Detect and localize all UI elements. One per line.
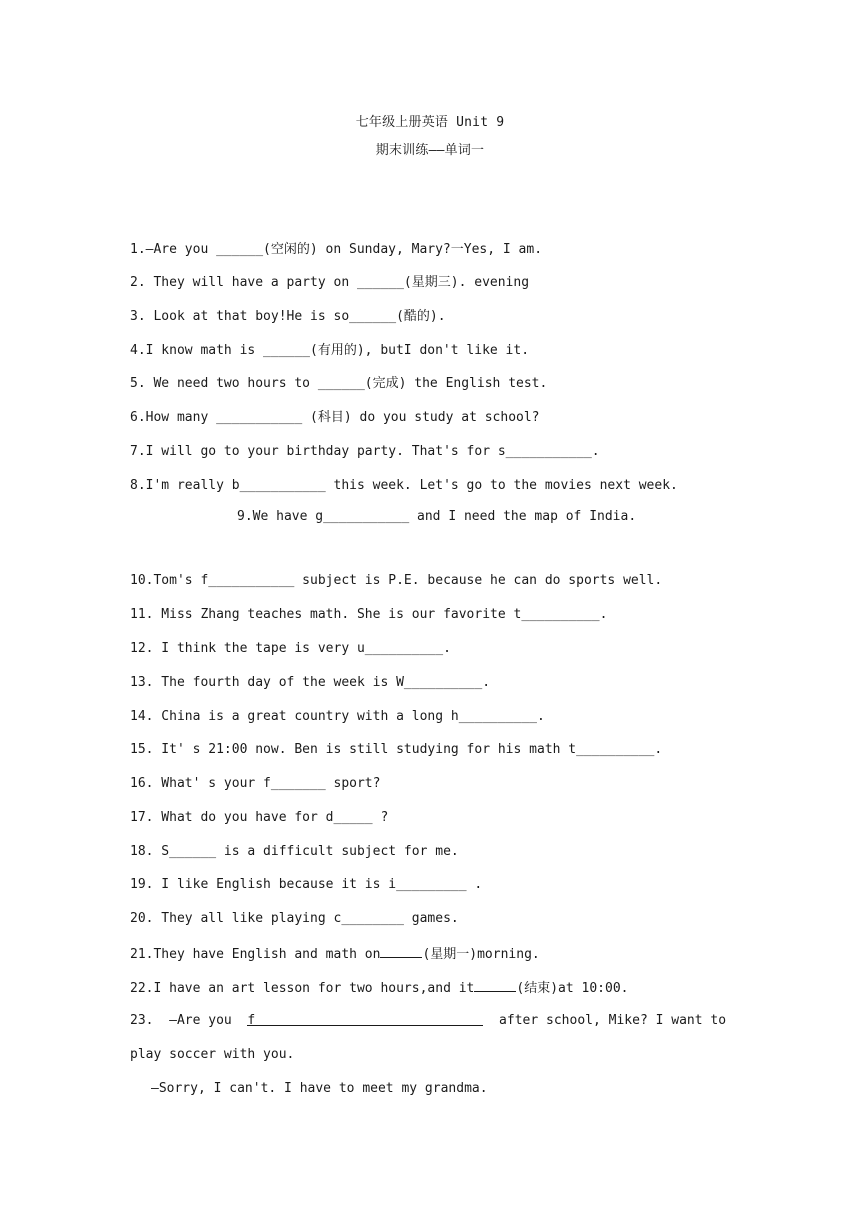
question-1: 1.—Are you ______(空闲的) on Sunday, Mary?一Yes, I am. xyxy=(130,242,543,257)
question-23-continued: play soccer with you. xyxy=(130,1047,295,1062)
question-15: 15. It' s 21:00 now. Ben is still studying for his math t__________. xyxy=(130,742,663,757)
question-2: 2. They will have a party on ______(星期三). evening xyxy=(130,275,530,290)
question-13: 13. The fourth day of the week is W__________. xyxy=(130,675,491,690)
question-4: 4.I know math is ______(有用的), butI don't like it. xyxy=(130,343,530,358)
question-22-text-end: (结束)at 10:00. xyxy=(516,981,629,996)
question-11: 11. Miss Zhang teaches math. She is our favorite t__________. xyxy=(130,607,608,622)
answer-hint-letter: f xyxy=(247,1013,256,1028)
question-21-text-end: (星期一)morning. xyxy=(422,947,540,962)
page-subtitle: 期末训练——单词一 xyxy=(375,143,485,158)
question-23-text-end: after school, Mike? I want to xyxy=(483,1013,727,1028)
question-9: 9.We have g___________ and I need the map of India. xyxy=(237,509,637,524)
question-23-response: —Sorry, I can't. I have to meet my grandma. xyxy=(151,1081,488,1096)
question-16: 16. What' s your f_______ sport? xyxy=(130,776,381,791)
question-14: 14. China is a great country with a long h__________. xyxy=(130,709,545,724)
question-17: 17. What do you have for d_____ ? xyxy=(130,810,389,825)
question-5: 5. We need two hours to ______(完成) the English test. xyxy=(130,376,548,391)
question-12: 12. I think the tape is very u__________. xyxy=(130,641,451,656)
question-6: 6.How many ___________ (科目) do you study at school? xyxy=(130,410,540,425)
question-22 xyxy=(130,979,628,997)
answer-blank xyxy=(474,979,516,992)
question-23 xyxy=(130,1013,726,1029)
question-21-text-start: 21.They have English and math on xyxy=(130,947,381,962)
question-22-text-start: 22.I have an art lesson for two hours,and it xyxy=(130,981,475,996)
question-8: 8.I'm really b___________ this week. Let's go to the movies next week. xyxy=(130,478,678,493)
answer-blank xyxy=(247,1013,483,1026)
question-20: 20. They all like playing c________ games. xyxy=(130,911,459,926)
question-23-text-start: 23. —Are you xyxy=(130,1013,248,1028)
question-10: 10.Tom's f___________ subject is P.E. because he can do sports well. xyxy=(130,573,663,588)
question-21 xyxy=(130,945,540,963)
question-3: 3. Look at that boy!He is so______(酷的). xyxy=(130,309,446,324)
question-7: 7.I will go to your birthday party. That's for s___________. xyxy=(130,444,600,459)
question-19: 19. I like English because it is i_________ . xyxy=(130,877,483,892)
question-18: 18. S______ is a difficult subject for me. xyxy=(130,844,459,859)
page-title: 七年级上册英语 Unit 9 xyxy=(355,115,505,130)
answer-blank xyxy=(380,945,422,958)
